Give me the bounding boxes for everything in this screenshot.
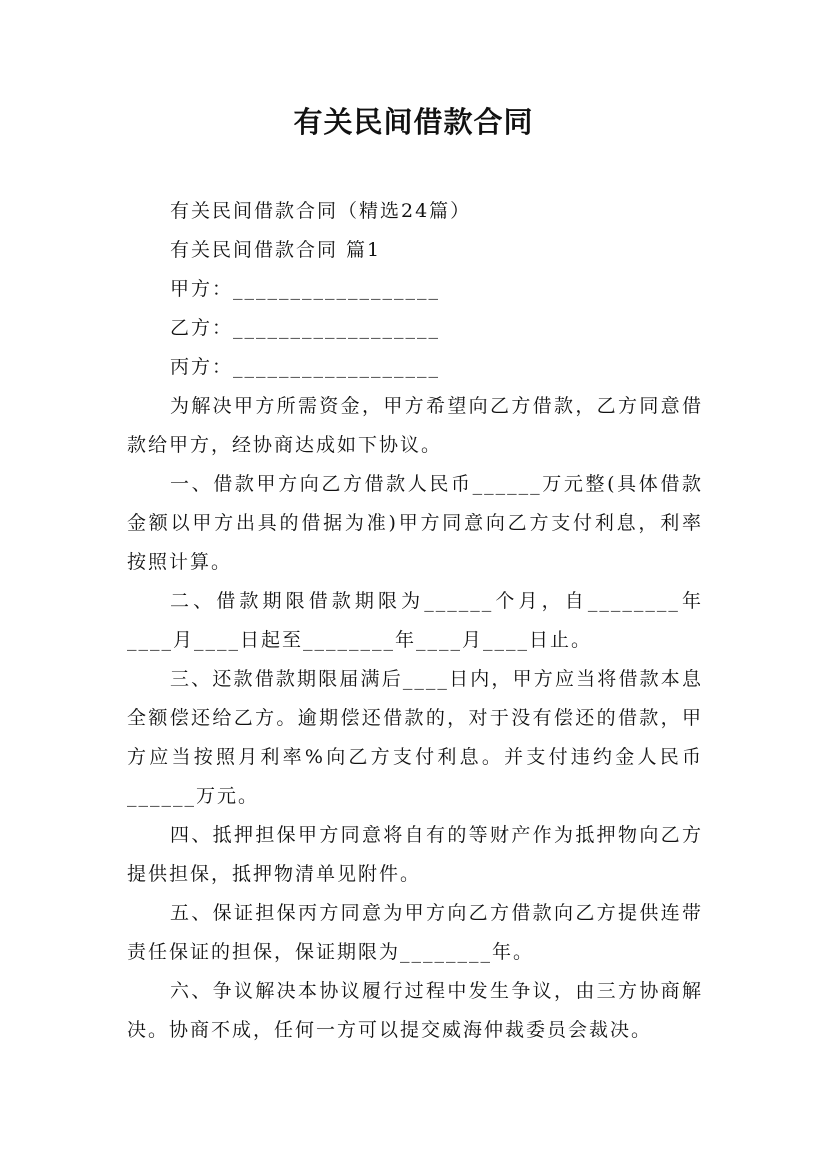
document-subtitle: 有关民间借款合同（精选24篇） — [170, 200, 472, 222]
paragraph-guarantee: 五、保证担保丙方同意为甲方向乙方借款向乙方提供连带责任保证的担保，保证期限为________年。 — [127, 902, 703, 963]
paragraph-repayment: 三、还款借款期限届满后____日内，甲方应当将借款本息全额偿还给乙方。逾期偿还借款的，对于没有偿还的借款，甲方应当按照月利率%向乙方支付利息。并支付违约金人民币______万元。 — [127, 668, 703, 807]
paragraph-loan-term: 二、借款期限借款期限为______个月，自________年____月____日起至________年____月____日止。 — [127, 590, 703, 651]
section-heading: 有关民间借款合同 篇1 — [170, 239, 382, 261]
party-b-line: 乙方：__________________ — [170, 317, 441, 339]
paragraph-dispute: 六、争议解决本协议履行过程中发生争议，由三方协商解决。协商不成，任何一方可以提交威海仲裁委员会裁决。 — [127, 980, 703, 1041]
document-body — [127, 192, 703, 1050]
paragraph-loan-amount: 一、借款甲方向乙方借款人民币______万元整(具体借款金额以甲方出具的借据为准)甲方同意向乙方支付利息，利率按照计算。 — [127, 473, 703, 573]
party-a-line: 甲方：__________________ — [170, 278, 441, 300]
paragraph-mortgage: 四、抵押担保甲方同意将自有的等财产作为抵押物向乙方提供担保，抵押物清单见附件。 — [127, 824, 703, 885]
party-c-line: 丙方：__________________ — [170, 356, 441, 378]
paragraph-purpose: 为解决甲方所需资金，甲方希望向乙方借款，乙方同意借款给甲方，经协商达成如下协议。 — [127, 395, 703, 456]
document-title: 有关民间借款合同 — [293, 105, 534, 139]
